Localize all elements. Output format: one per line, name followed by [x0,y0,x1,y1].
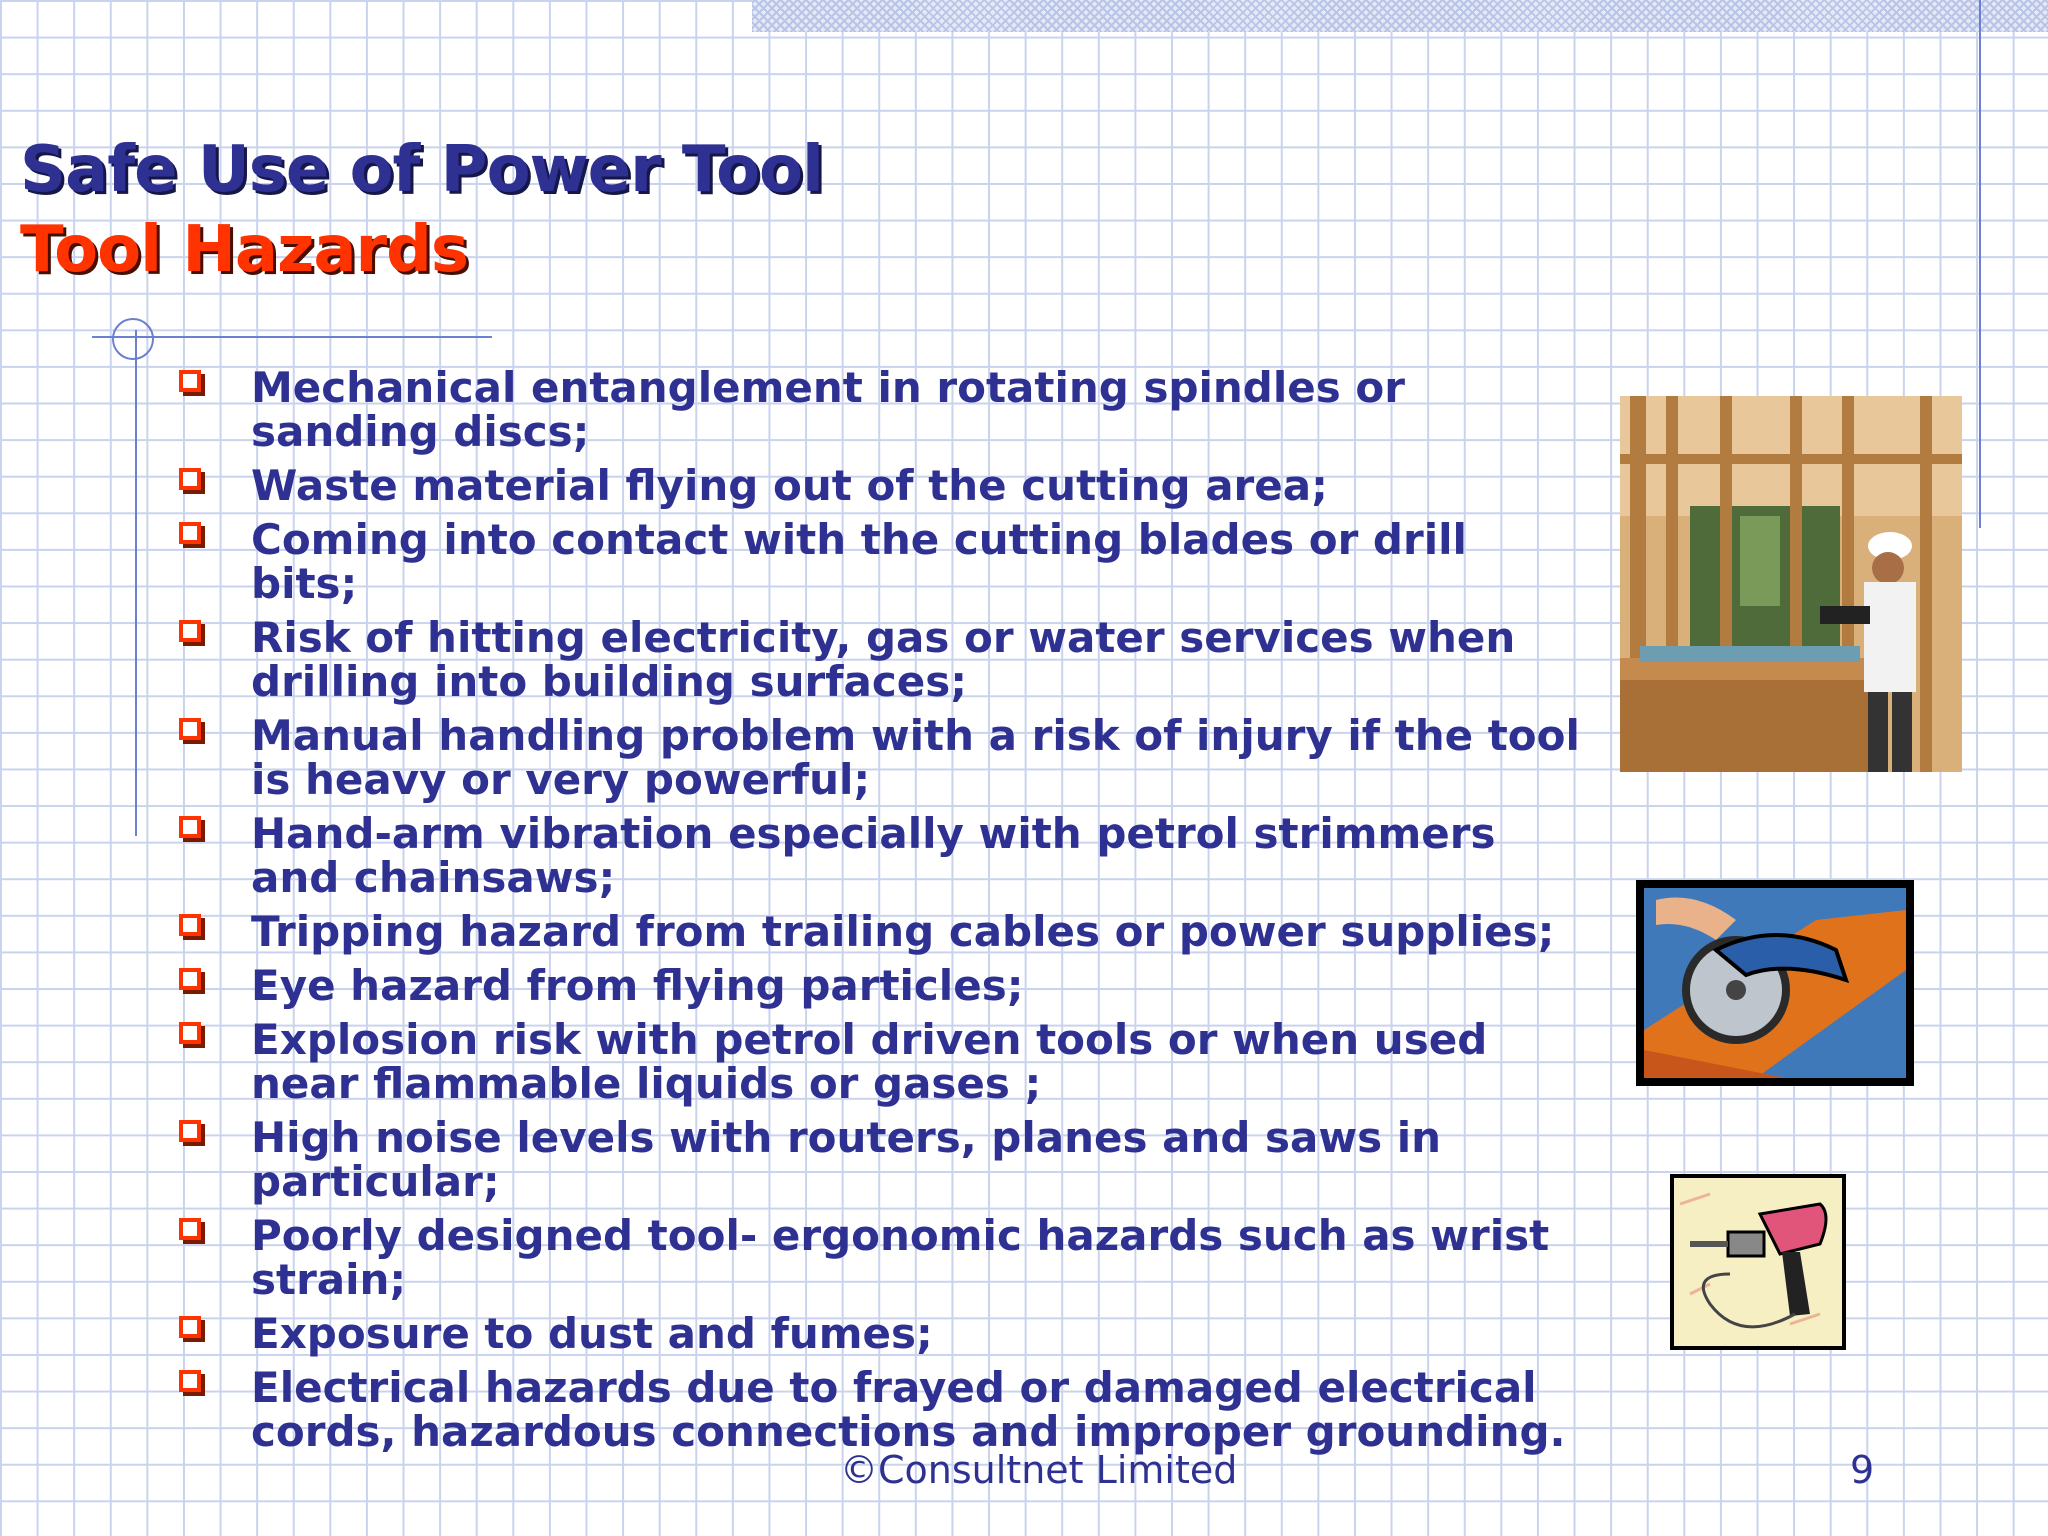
hazard-item: Risk of hitting electricity, gas or water services when drilling into building surfaces; [176,616,1586,704]
bullet-box-icon [179,968,201,990]
bullet-box-icon [179,1370,201,1392]
hazard-list [176,363,1586,1464]
bullet-box-icon [179,1316,201,1338]
page-number: 9 [1850,1448,1875,1492]
hazard-item: Poorly designed tool- ergonomic hazards such as wrist strain; [176,1214,1586,1302]
right-divider-line [1979,0,1981,528]
crosshair-ornament-icon [112,318,154,360]
footer-copyright: ©Consultnet Limited [840,1448,1238,1492]
slide-subtitle: Tool Hazards [20,213,468,287]
hazard-item: Electrical hazards due to frayed or damaged electrical cords, hazardous connections and improper grounding. [176,1366,1586,1454]
hazard-item: Tripping hazard from trailing cables or power supplies; [176,910,1586,954]
hazard-item: Eye hazard from flying particles; [176,964,1586,1008]
hazard-item: Hand-arm vibration especially with petrol strimmers and chainsaws; [176,812,1586,900]
hazard-item: Coming into contact with the cutting blades or drill bits; [176,518,1586,606]
bullet-box-icon [179,468,201,490]
bullet-box-icon [179,522,201,544]
bullet-box-icon [179,1218,201,1240]
bullet-box-icon [179,718,201,740]
bullet-box-icon [179,620,201,642]
construction-worker-photo [1620,396,1962,772]
hazard-item: Explosion risk with petrol driven tools or when used near flammable liquids or gases ; [176,1018,1586,1106]
bullet-box-icon [179,816,201,838]
top-pattern-band [752,0,2048,32]
hazard-item: Manual handling problem with a risk of injury if the tool is heavy or very powerful; [176,714,1586,802]
bullet-box-icon [179,1022,201,1044]
bullet-box-icon [179,1120,201,1142]
left-margin-line [135,330,137,836]
hazard-item: Waste material flying out of the cutting area; [176,464,1586,508]
hazard-item: Exposure to dust and fumes; [176,1312,1586,1356]
circular-saw-clipart [1636,880,1914,1086]
hazard-item: Mechanical entanglement in rotating spindles or sanding discs; [176,366,1586,454]
power-drill-clipart [1670,1174,1846,1350]
hazard-item: High noise levels with routers, planes and saws in particular; [176,1116,1586,1204]
slide-title: Safe Use of Power Tool [20,133,823,207]
bullet-box-icon [179,370,201,392]
bullet-box-icon [179,914,201,936]
